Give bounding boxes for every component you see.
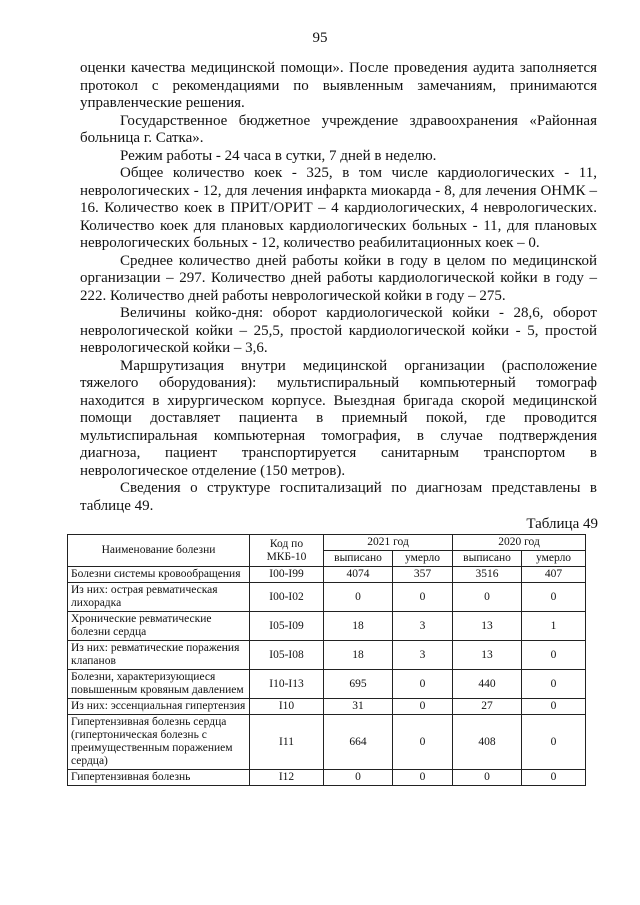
discharged-2020-cell: 408 <box>453 715 522 770</box>
paragraph: Величины койко-дня: оборот кардиологической койки - 28,6, оборот неврологической койки – 25,5, простой кардиологической койки - 5, простой неврологической койки – 3,6. <box>80 305 597 356</box>
table-row <box>68 670 586 699</box>
header-2021-discharged: выписано <box>324 551 393 567</box>
died-2021-cell: 357 <box>393 567 453 583</box>
icd-code-cell: I10-I13 <box>250 670 324 699</box>
paragraph: Маршрутизация внутри медицинской организации (расположение тяжелого оборудования): мультиспиральный компьютерный томограф находится в хирургическом корпусе. Выездная бригада скорой медицинской помощи доставляет пациента в приемный покой, где проводится мультиспиральная компьютерная томография, в случае подтверждения диагноза, пациент транспортируется санитарным транспортом в неврологическое отделение (150 метров). <box>80 357 597 479</box>
died-2020-cell: 0 <box>522 715 586 770</box>
icd-code-cell: I05-I09 <box>250 612 324 641</box>
discharged-2021-cell: 0 <box>324 583 393 612</box>
paragraph: Среднее количество дней работы койки в году в целом по медицинской организации – 297. Количество дней работы кардиологической койки в году – 222. Количество дней работы неврологической койки в году – 275. <box>80 252 597 304</box>
table-caption: Таблица 49 <box>526 516 598 532</box>
died-2021-cell: 3 <box>393 612 453 641</box>
died-2020-cell: 0 <box>522 641 586 670</box>
died-2021-cell: 0 <box>393 699 453 715</box>
discharged-2021-cell: 18 <box>324 641 393 670</box>
discharged-2021-cell: 695 <box>324 670 393 699</box>
table-row <box>68 612 586 641</box>
icd-code-cell: I00-I99 <box>250 567 324 583</box>
disease-name-cell: Хронические ревматические болезни сердца <box>68 612 250 641</box>
died-2020-cell: 1 <box>522 612 586 641</box>
icd-code-cell: I11 <box>250 715 324 770</box>
died-2021-cell: 0 <box>393 583 453 612</box>
header-year-2021: 2021 год <box>324 535 453 551</box>
header-year-2020: 2020 год <box>453 535 586 551</box>
disease-name-cell: Болезни, характеризующиеся повышенным кровяным давлением <box>68 670 250 699</box>
discharged-2020-cell: 27 <box>453 699 522 715</box>
table-row <box>68 770 586 786</box>
icd-code-cell: I05-I08 <box>250 641 324 670</box>
header-2020-discharged: выписано <box>453 551 522 567</box>
died-2020-cell: 0 <box>522 670 586 699</box>
icd-code-cell: I00-I02 <box>250 583 324 612</box>
paragraph: Государственное бюджетное учреждение здравоохранения «Районная больница г. Сатка». <box>80 112 597 146</box>
header-icd-code: Код по МКБ-10 <box>250 535 324 567</box>
disease-name-cell: Болезни системы кровообращения <box>68 567 250 583</box>
paragraph: Общее количество коек - 325, в том числе кардиологических - 11, неврологических - 12, для лечения инфаркта миокарда - 8, для лечения ОНМК – 16. Количество коек в ПРИТ/ОРИТ – 4 кардиологических, 4 неврологических. Количество коек для плановых кардиологических больных - 11, для плановых неврологических больных - 12, количество реабилитационных коек – 0. <box>80 165 597 251</box>
discharged-2020-cell: 13 <box>453 641 522 670</box>
disease-name-cell: Из них: ревматические поражения клапанов <box>68 641 250 670</box>
disease-name-cell: Гипертензивная болезнь <box>68 770 250 786</box>
died-2021-cell: 0 <box>393 670 453 699</box>
discharged-2020-cell: 0 <box>453 770 522 786</box>
discharged-2020-cell: 0 <box>453 583 522 612</box>
header-disease-name: Наименование болезни <box>68 535 250 567</box>
header-2021-died: умерло <box>393 551 453 567</box>
died-2020-cell: 0 <box>522 699 586 715</box>
discharged-2021-cell: 18 <box>324 612 393 641</box>
disease-name-cell: Гипертензивная болезнь сердца (гипертоническая болезнь с преимущественным поражением сердца) <box>68 715 250 770</box>
discharged-2021-cell: 4074 <box>324 567 393 583</box>
body-text <box>80 60 597 515</box>
icd-code-cell: I12 <box>250 770 324 786</box>
died-2020-cell: 0 <box>522 583 586 612</box>
table-row <box>68 699 586 715</box>
table-row <box>68 715 586 770</box>
died-2021-cell: 0 <box>393 715 453 770</box>
page-number: 95 <box>312 30 328 46</box>
disease-name-cell: Из них: эссенциальная гипертензия <box>68 699 250 715</box>
discharged-2020-cell: 440 <box>453 670 522 699</box>
disease-name-cell: Из них: острая ревматическая лихорадка <box>68 583 250 612</box>
table-row <box>68 567 586 583</box>
discharged-2021-cell: 664 <box>324 715 393 770</box>
discharged-2020-cell: 13 <box>453 612 522 641</box>
table-row <box>68 641 586 670</box>
paragraph: оценки качества медицинской помощи». После проведения аудита заполняется протокол с рекомендациями по выявленным замечаниям, принимаются управленческие решения. <box>80 60 597 111</box>
died-2021-cell: 3 <box>393 641 453 670</box>
paragraph: Режим работы - 24 часа в сутки, 7 дней в неделю. <box>120 147 437 164</box>
died-2020-cell: 0 <box>522 770 586 786</box>
discharged-2021-cell: 31 <box>324 699 393 715</box>
table-row <box>68 583 586 612</box>
icd-code-cell: I10 <box>250 699 324 715</box>
header-2020-died: умерло <box>522 551 586 567</box>
paragraph: Сведения о структуре госпитализаций по диагнозам представлены в таблице 49. <box>80 480 597 514</box>
discharged-2021-cell: 0 <box>324 770 393 786</box>
discharged-2020-cell: 3516 <box>453 567 522 583</box>
died-2020-cell: 407 <box>522 567 586 583</box>
hospitalization-table <box>67 534 586 786</box>
died-2021-cell: 0 <box>393 770 453 786</box>
